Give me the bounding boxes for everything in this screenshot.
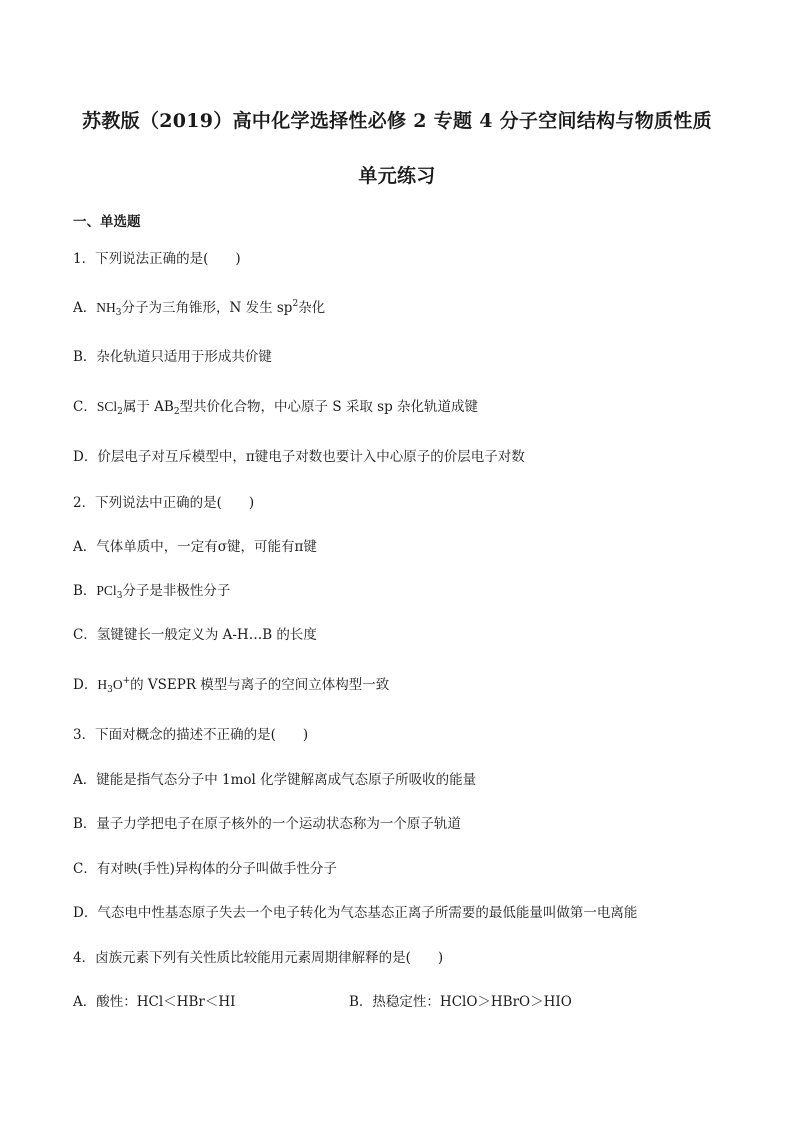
question-4-option-a: A．酸性：HCl＜HBr＜HI: [73, 994, 236, 1010]
question-2-option-b: B．PCl$_3$分子是非极性分子: [73, 583, 231, 601]
question-1-option-b: B．杂化轨道只适用于形成共价键: [73, 349, 272, 365]
question-3-option-b: B．量子力学把电子在原子核外的一个运动状态称为一个原子轨道: [73, 816, 461, 832]
question-1-stem: 1．下列说法正确的是( ): [73, 251, 241, 267]
question-4-option-b: B．热稳定性：HClO＞HBrO＞HIO: [349, 994, 572, 1010]
question-3-option-a: A．键能是指气态分子中 1mol 化学键解离成气态原子所吸收的能量: [73, 772, 477, 788]
question-2-option-a: A．气体单质中，一定有σ键，可能有π键: [73, 539, 317, 555]
question-2-option-c: C．氢键键长一般定义为 A-H…B 的长度: [73, 627, 317, 643]
question-2-option-d: D．$H_3O^+$的 VSEPR 模型与离子的空间立体构型一致: [73, 676, 390, 695]
question-1-option-d: D．价层电子对互斥模型中，π键电子对数也要计入中心原子的价层电子对数: [73, 449, 525, 465]
question-2-stem: 2．下列说法中正确的是( ): [73, 495, 255, 511]
question-3-option-c: C．有对映(手性)异构体的分子叫做手性分子: [73, 861, 337, 877]
document-title: 苏教版（2019）高中化学选择性必修 2 专题 4 分子空间结构与物质性质: [82, 110, 712, 132]
section-heading: 一、单选题: [73, 214, 141, 230]
question-3-option-d: D．气态电中性基态原子失去一个电子转化为气态基态正离子所需要的最低能量叫做第一电离能: [73, 905, 638, 921]
document-subtitle: 单元练习: [358, 165, 436, 187]
question-1-option-a: A．$NH_3$分子为三角锥形，N 发生 $sp^2$杂化: [73, 299, 326, 318]
question-3-stem: 3．下面对概念的描述不正确的是( ): [73, 727, 309, 743]
question-4-stem: 4．卤族元素下列有关性质比较能用元素周期律解释的是( ): [73, 950, 444, 966]
question-1-option-c: C．SCl$_2$属于 $AB_2$型共价化合物，中心原子 S 采取 sp 杂化轨道成键: [73, 399, 479, 417]
